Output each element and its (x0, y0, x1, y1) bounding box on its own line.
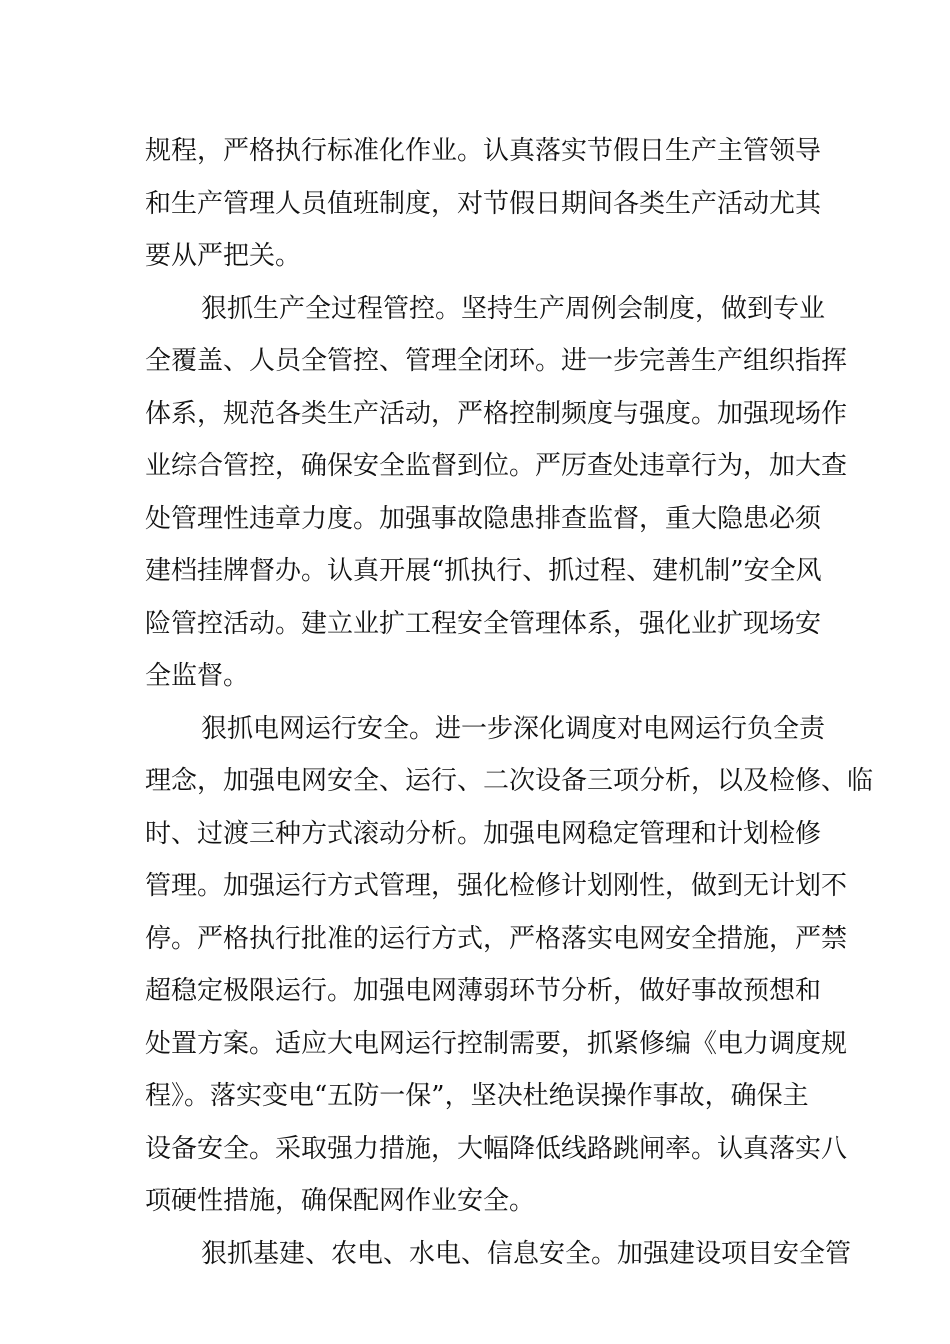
text-line: 项硬性措施，确保配网作业安全。 (145, 1186, 536, 1216)
paragraph (145, 125, 822, 283)
text-line: 建档挂牌督办。认真开展“抓执行、抓过程、建机制”安全风 (145, 556, 822, 586)
text-line: 狠抓电网运行安全。进一步深化调度对电网运行负全责 (201, 713, 826, 744)
text-line: 业综合管控，确保安全监督到位。严厉查处违章行为，加大查 (145, 451, 848, 481)
text-line: 和生产管理人员值班制度，对节假日期间各类生产活动尤其 (145, 188, 822, 219)
text-line: 理念，加强电网安全、运行、二次设备三项分析，以及检修、临 (145, 766, 874, 796)
document-body (145, 125, 874, 1280)
text-line: 停。严格执行批准的运行方式，严格落实电网安全措施，严禁 (145, 923, 848, 954)
text-line: 狠抓基建、农电、水电、信息安全。加强建设项目安全管 (201, 1238, 852, 1269)
text-line: 全覆盖、人员全管控、管理全闭环。进一步完善生产组织指挥 (145, 346, 848, 376)
paragraph (145, 703, 874, 1228)
text-line: 狠抓生产全过程管控。坚持生产周例会制度，做到专业 (201, 293, 826, 324)
paragraph (145, 1228, 852, 1281)
text-line: 体系，规范各类生产活动，严格控制频度与强度。加强现场作 (145, 398, 848, 429)
paragraph (145, 283, 848, 703)
text-line: 处置方案。适应大电网运行控制需要，抓紧修编《电力调度规 (145, 1028, 848, 1059)
text-line: 程》。落实变电“五防一保”，坚决杜绝误操作事故，确保主 (145, 1081, 809, 1111)
text-line: 全监督。 (145, 661, 250, 691)
text-line: 设备安全。采取强力措施，大幅降低线路跳闸率。认真落实八 (145, 1133, 848, 1164)
text-line: 规程，严格执行标准化作业。认真落实节假日生产主管领导 (145, 136, 822, 166)
text-line: 要从严把关。 (145, 241, 302, 271)
text-line: 管理。加强运行方式管理，强化检修计划刚性，做到无计划不 (145, 871, 848, 901)
text-line: 时、过渡三种方式滚动分析。加强电网稳定管理和计划检修 (145, 818, 822, 849)
text-line: 险管控活动。建立业扩工程安全管理体系，强化业扩现场安 (145, 608, 822, 639)
text-line: 超稳定极限运行。加强电网薄弱环节分析，做好事故预想和 (145, 976, 822, 1006)
text-line: 处管理性违章力度。加强事故隐患排查监督，重大隐患必须 (145, 503, 822, 534)
